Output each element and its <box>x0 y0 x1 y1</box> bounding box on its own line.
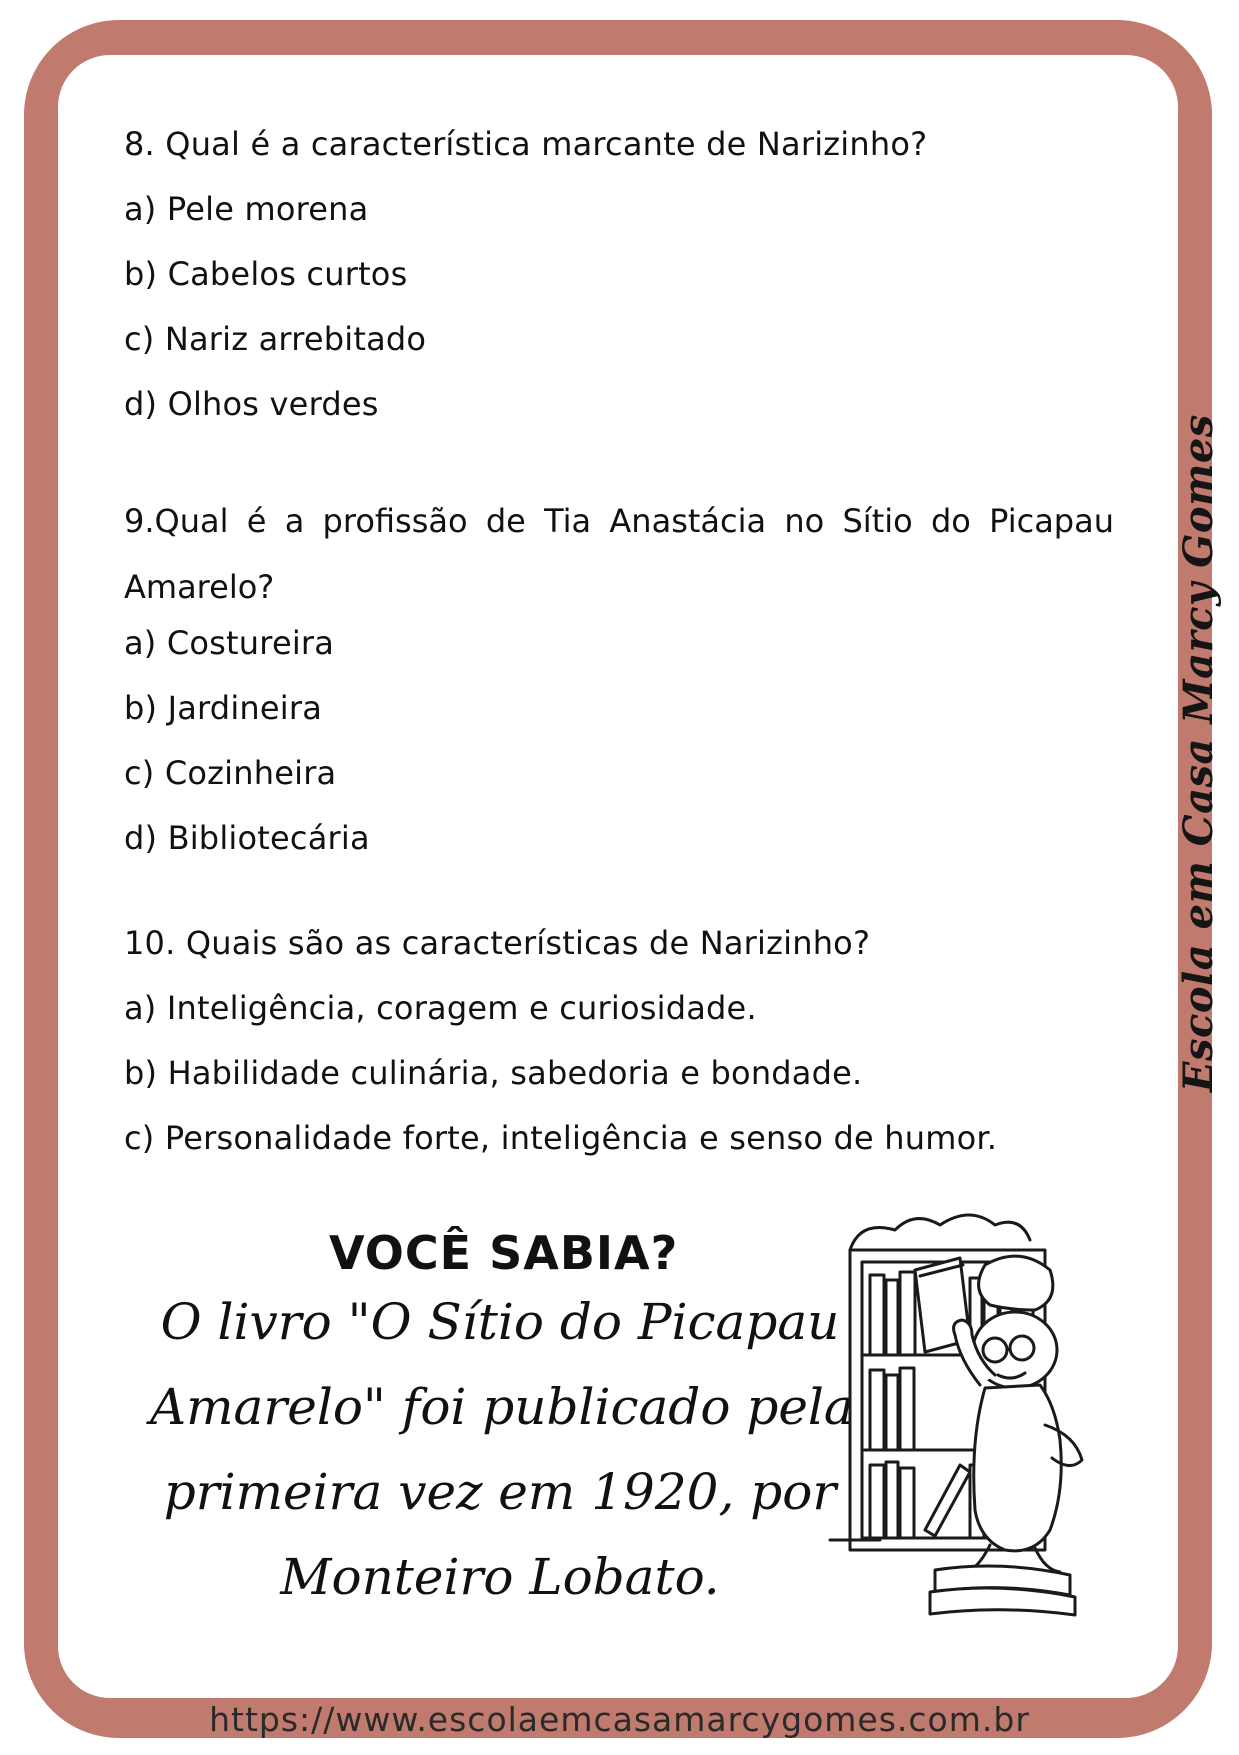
did-you-know-title: VOCÊ SABIA? <box>329 1226 679 1280</box>
question-10-option-c: c) Personalidade forte, inteligência e senso de humor. <box>124 1119 998 1157</box>
question-8-option-d: d) Olhos verdes <box>124 385 379 423</box>
sidebar-brand-text: Escola em Casa Marcy Gomes <box>1175 414 1222 1092</box>
question-10-option-b: b) Habilidade culinária, sabedoria e bondade. <box>124 1054 863 1092</box>
question-9-option-d: d) Bibliotecária <box>124 819 370 857</box>
question-8-text: 8. Qual é a característica marcante de Narizinho? <box>124 125 928 163</box>
did-you-know-line-1: O livro "O Sítio do Picapau <box>160 1293 840 1351</box>
question-10-text: 10. Quais são as características de Narizinho? <box>124 924 871 962</box>
child-bookshelf-illustration <box>820 1210 1120 1630</box>
question-9-option-a: a) Costureira <box>124 624 335 662</box>
did-you-know-line-4: Monteiro Lobato. <box>280 1548 720 1606</box>
question-8-option-a: a) Pele morena <box>124 190 369 228</box>
question-10-option-a: a) Inteligência, coragem e curiosidade. <box>124 989 757 1027</box>
footer-url[interactable]: https://www.escolaemcasamarcygomes.com.br <box>209 1700 1030 1739</box>
did-you-know-line-2: Amarelo" foi publicado pela <box>150 1378 854 1436</box>
did-you-know-line-3: primeira vez em 1920, por <box>163 1463 837 1521</box>
question-9-text: 9.Qual é a profissão de Tia Anastácia no Sítio do Picapau Amarelo? <box>124 502 1114 606</box>
question-9-option-b: b) Jardineira <box>124 689 323 727</box>
question-8-option-c: c) Nariz arrebitado <box>124 320 427 358</box>
question-9-option-c: c) Cozinheira <box>124 754 337 792</box>
question-8-option-b: b) Cabelos curtos <box>124 255 408 293</box>
